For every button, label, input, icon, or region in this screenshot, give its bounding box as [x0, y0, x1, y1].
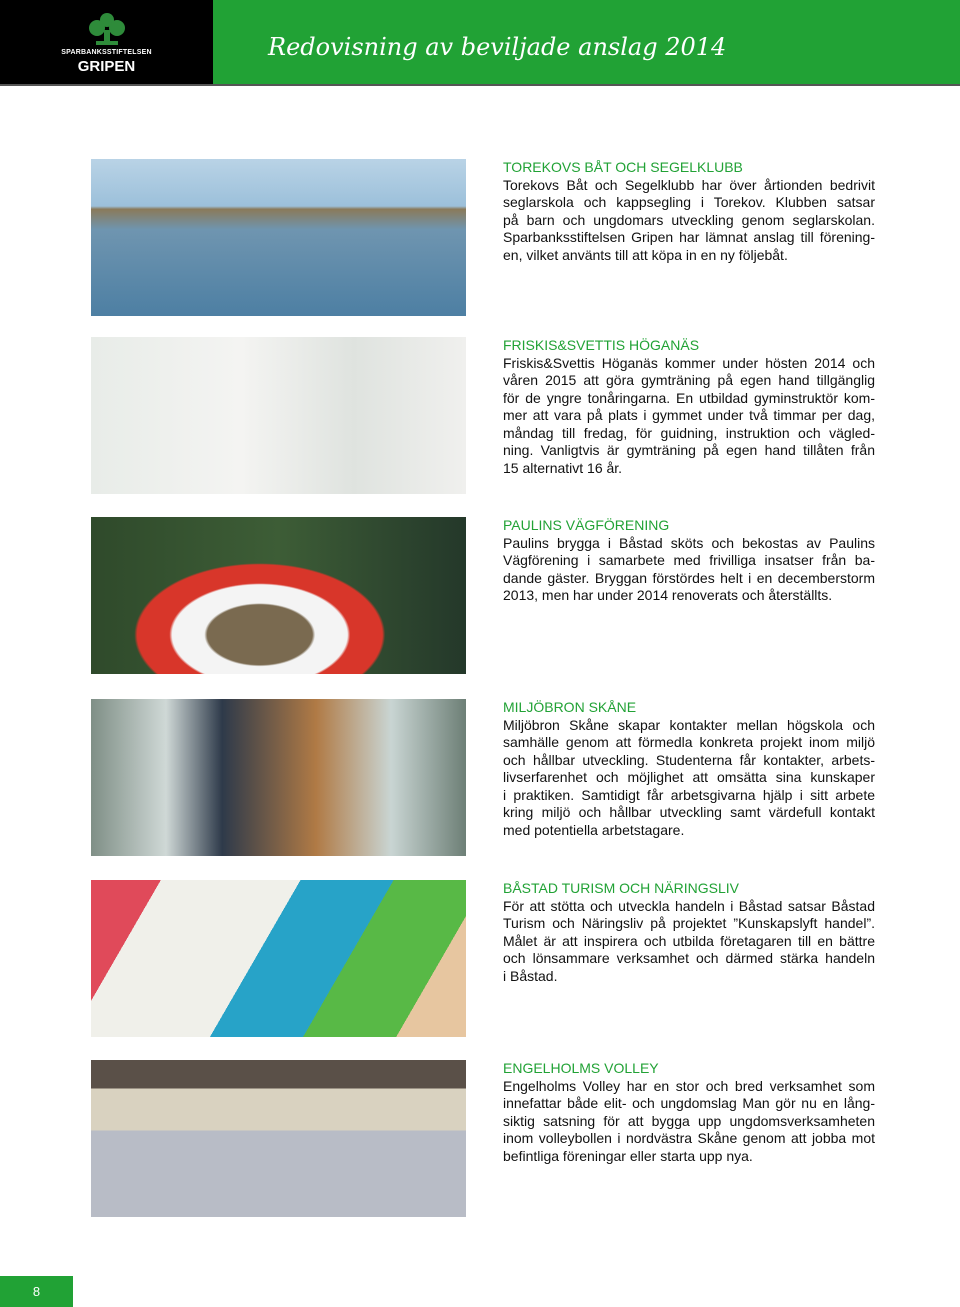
section-heading: ENGELHOLMS VOLLEY [503, 1060, 659, 1076]
volleyball-photo [91, 1060, 466, 1217]
body-line: Målet är att inspirera och utbilda företagaren till en bättre [503, 932, 875, 949]
section-heading: PAULINS VÄGFÖRENING [503, 517, 670, 533]
body-line: inom volleybollen i nordvästra Skåne genom att jobba mot [503, 1130, 875, 1146]
shopping-bags-photo [91, 880, 466, 1037]
body-line: samhälle genom att förmedla konkreta projekt inom miljö [503, 734, 875, 750]
page-number: 8 [0, 1276, 73, 1307]
body-line: Friskis&Svettis Höganäs kommer under hösten 2014 och [503, 354, 875, 371]
section-body [503, 355, 875, 478]
body-line: Turism och Näringsliv på projektet ”Kunskapslyft handel”. [503, 915, 875, 931]
header-banner [213, 0, 960, 84]
clover-logo-icon [84, 12, 130, 46]
body-line: befintliga föreningar eller starta upp nya. [503, 1147, 753, 1164]
section-body [503, 535, 875, 605]
body-line: 15 alternativt 16 år. [503, 459, 623, 476]
body-line: siktig satsning för att bygga upp ungdomsverksamheten [503, 1112, 875, 1129]
gripen-logo [0, 0, 213, 84]
body-line: och hållbar utveckling. Studenterna får kontakter, arbets- [503, 751, 875, 768]
body-line: på barn och ungdomars utveckling genom seglarskolan. [503, 211, 875, 228]
section-heading: TOREKOVS BÅT OCH SEGELKLUBB [503, 159, 743, 175]
body-line: våren 2015 att göra gymträning på egen hand tillgänglig [503, 372, 875, 388]
body-line: För att stötta och utveckla handeln i Båstad satsar Båstad [503, 897, 875, 914]
body-line: måndag till fredag, för guidning, instruktion och vägled- [503, 424, 875, 441]
body-line: seglarskola och kappsegling i Torekov. Klubben satsar [503, 194, 875, 210]
body-line: med potentiella arbetstagare. [503, 821, 685, 838]
body-line: innefattar både elit- och ungdomslag Man gör nu en lång- [503, 1095, 875, 1111]
body-line: mer att vara på plats i gymmet under två timmar per dag, [503, 407, 875, 423]
header-divider [0, 84, 960, 86]
body-line: dande gäster. Bryggan förstördes helt i en decemberstorm [503, 569, 875, 586]
section-heading: BÅSTAD TURISM OCH NÄRINGSLIV [503, 880, 739, 896]
logo-subtitle: SPARBANKSSTIFTELSEN [61, 49, 152, 56]
body-line: för de yngre tonåringarna. En utbildad gyminstruktör kom- [503, 389, 875, 406]
body-line: Sparbanksstiftelsen Gripen har lämnat anslag till förening- [503, 229, 875, 245]
students-photo [91, 699, 466, 856]
boat-photo [91, 159, 466, 316]
body-line: 2013, men har under 2014 renoverats och återställts. [503, 587, 833, 603]
body-line: och lönsammare verksamhet och därmed stärka handeln [503, 950, 875, 966]
body-line: kring miljö och hållbar utveckling samt värdefull kontakt [503, 804, 875, 820]
section-heading: FRISKIS&SVETTIS HÖGANÄS [503, 337, 700, 353]
body-line: Torekovs Båt och Segelklubb har över årtionden bedrivit [503, 176, 875, 193]
body-line: Engelholms Volley har en stor och bred verksamhet som [503, 1077, 875, 1094]
section-body [503, 717, 875, 840]
section-heading: MILJÖBRON SKÅNE [503, 699, 637, 715]
body-line: i praktiken. Samtidigt får arbetsgivarna hjälp i sitt arbete [503, 786, 875, 803]
body-line: en, vilket använts till att köpa in en ny följebåt. [503, 246, 788, 263]
section-body [503, 1078, 875, 1166]
logo-name: GRIPEN [77, 58, 136, 75]
page-title: Redovisning av beviljade anslag 2014 [268, 33, 727, 61]
section-body [503, 177, 875, 265]
lifebuoy-photo [91, 517, 466, 674]
body-line: Paulins brygga i Båstad sköts och bekostas av Paulins [503, 534, 875, 551]
gym-photo [91, 337, 466, 494]
body-line: i Båstad. [503, 967, 558, 984]
section-body [503, 898, 875, 986]
body-line: ning. Vanligtvis är gymträning på egen hand tillåten från [503, 442, 875, 458]
body-line: Vägförening i samarbete med frivilliga insatser från ba- [503, 552, 875, 568]
body-line: livserfarenhet och möjlighet att omsätta sina kunskaper [503, 769, 875, 785]
body-line: Miljöbron Skåne skapar kontakter mellan högskola och [503, 716, 875, 733]
